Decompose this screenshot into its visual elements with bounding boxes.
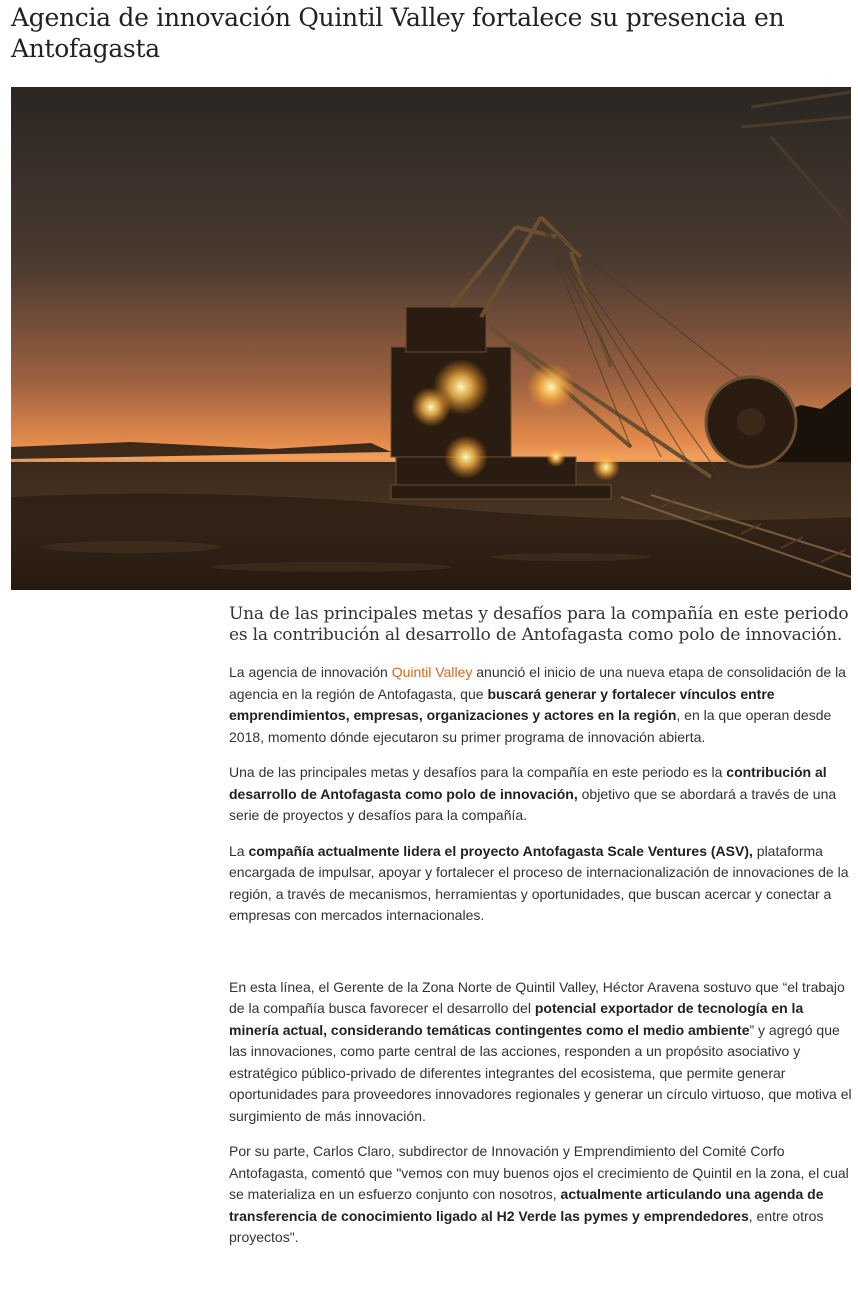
bold-text: compañía actualmente lidera el proyecto Antofagasta Scale Ventures (ASV), xyxy=(248,842,753,859)
text: , entre otros proyectos". xyxy=(229,1207,824,1245)
paragraph-1 xyxy=(229,662,853,748)
paragraph-3 xyxy=(229,841,853,927)
text: objetivo que se abordará a través de una serie de proyectos y desafíos para la compañía. xyxy=(229,785,837,823)
text: Una de las principales metas y desafíos para la compañía en este periodo es la xyxy=(229,764,727,780)
quintil-valley-link[interactable]: Quintil Valley xyxy=(391,664,473,680)
bold-text: buscará generar y fortalecer vínculos entre emprendimientos, empresas, organizaciones y actores en la región xyxy=(229,685,775,723)
text: , en la que operan desde 2018, momento dónde ejecutaron su primer programa de innovación abierta. xyxy=(229,707,832,745)
text: En esta línea, el Gerente de la Zona Norte de Quintil Valley, Héctor Aravena sostuvo que “el trabajo de la compañía busca favorecer el desarrollo del xyxy=(229,978,845,1016)
article-title: Agencia de innovación Quintil Valley fortalece su presencia en Antofagasta xyxy=(11,3,785,63)
text: plataforma encargada de impulsar, apoyar y fortalecer el proceso de internacionalización de innovaciones de la región, a través de mecanismos, herramientas y oportunidades, que buscan acercar y conectar a empresas con mercados internacionales. xyxy=(229,842,849,923)
text: anunció el inicio de una nueva etapa de consolidación de la agencia en la región de Antofagasta, que xyxy=(229,664,846,702)
paragraph-2 xyxy=(229,762,853,827)
text: La xyxy=(229,842,249,859)
paragraph-5 xyxy=(229,1141,853,1249)
article-lead: Una de las principales metas y desafíos para la compañía en este periodo es la contribución al desarrollo de Antofagasta como polo de innovación. xyxy=(229,604,849,645)
paragraph-4 xyxy=(229,977,853,1128)
text: ” y agregó que las innovaciones, como parte central de las acciones, responden a un propósito asociativo y estratégico público-privado de diferentes integrantes del ecosistema, que permite generar oportunidades para proveedores innovadores regionales y generar un círculo virtuoso, que motiva el surgimiento de más innovación. xyxy=(229,1021,852,1124)
bold-text: contribución al desarrollo de Antofagasta como polo de innovación, xyxy=(229,764,827,802)
text: La agencia de innovación xyxy=(229,664,392,680)
bold-text: potencial exportador de tecnología en la minería actual, considerando temáticas contingentes como el medio ambiente xyxy=(229,1000,804,1038)
article-body xyxy=(229,604,853,1263)
bold-text: actualmente articulando una agenda de transferencia de conocimiento ligado al H2 Verde las pymes y emprendedores xyxy=(229,1186,824,1224)
hero-image xyxy=(11,87,851,590)
spacer xyxy=(229,941,853,977)
mining-excavator-photo-icon xyxy=(11,87,851,590)
text: Por su parte, Carlos Claro, subdirector de Innovación y Emprendimiento del Comité Corfo Antofagasta, comentó que "vemos con muy buenos ojos el crecimiento de Quintil en la zona, el cual se materializa en un esfuerzo conjunto con nosotros, xyxy=(229,1143,849,1202)
